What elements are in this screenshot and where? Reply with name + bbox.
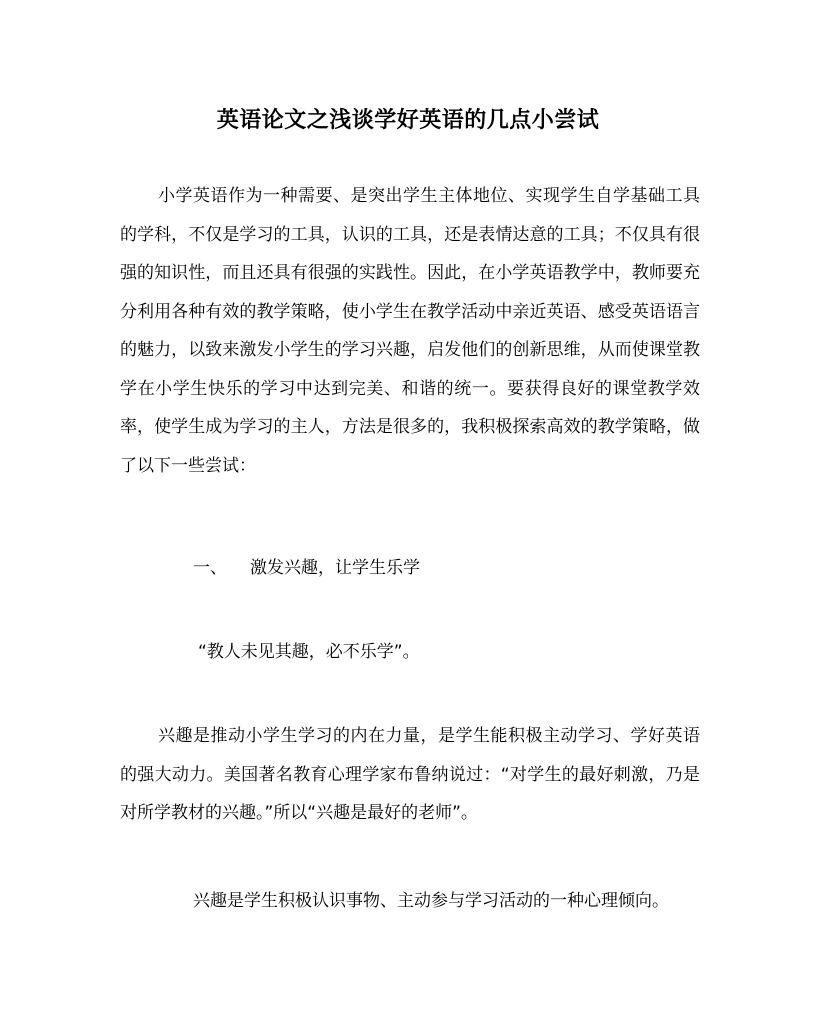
paragraph-2: 兴趣是推动小学生学习的内在力量，是学生能积极主动学习、学好英语的强大动力。美国著名教育心理学家布鲁纳说过：“对学生的最好刺激，乃是对所学教材的兴趣。”所以“兴趣是最好的老师”。 [120,726,700,823]
paragraph-3: 兴趣是学生积极认识事物、主动参与学习活动的一种心理倾向。 [193,891,669,911]
quote-line: “教人未见其趣，必不乐学”。 [198,642,420,662]
section-heading-text: 激发兴趣，让学生乐学 [250,558,420,578]
section-number: 一、 [193,558,227,578]
intro-paragraph: 小学英语作为一种需要、是突出学生主体地位、实现学生自学基础工具的学科，不仅是学习的工具，认识的工具，还是表情达意的工具；不仅具有很强的知识性，而且还具有很强的实践性。因此，在小学英语教学中，教师要充分利用各种有效的教学策略，使小学生在教学活动中亲近英语、感受英语语言的魅力，以致来激发小学生的学习兴趣，启发他们的创新思维，从而使课堂教学在小学生快乐的学习中达到完美、和谐的统一。要获得良好的课堂教学效率，使学生成为学习的主人，方法是很多的，我积极探索高效的教学策略，做了以下一些尝试： [120,186,700,476]
section-heading-1 [193,553,420,583]
document-title: 英语论文之浅谈学好英语的几点小尝试 [216,107,600,133]
